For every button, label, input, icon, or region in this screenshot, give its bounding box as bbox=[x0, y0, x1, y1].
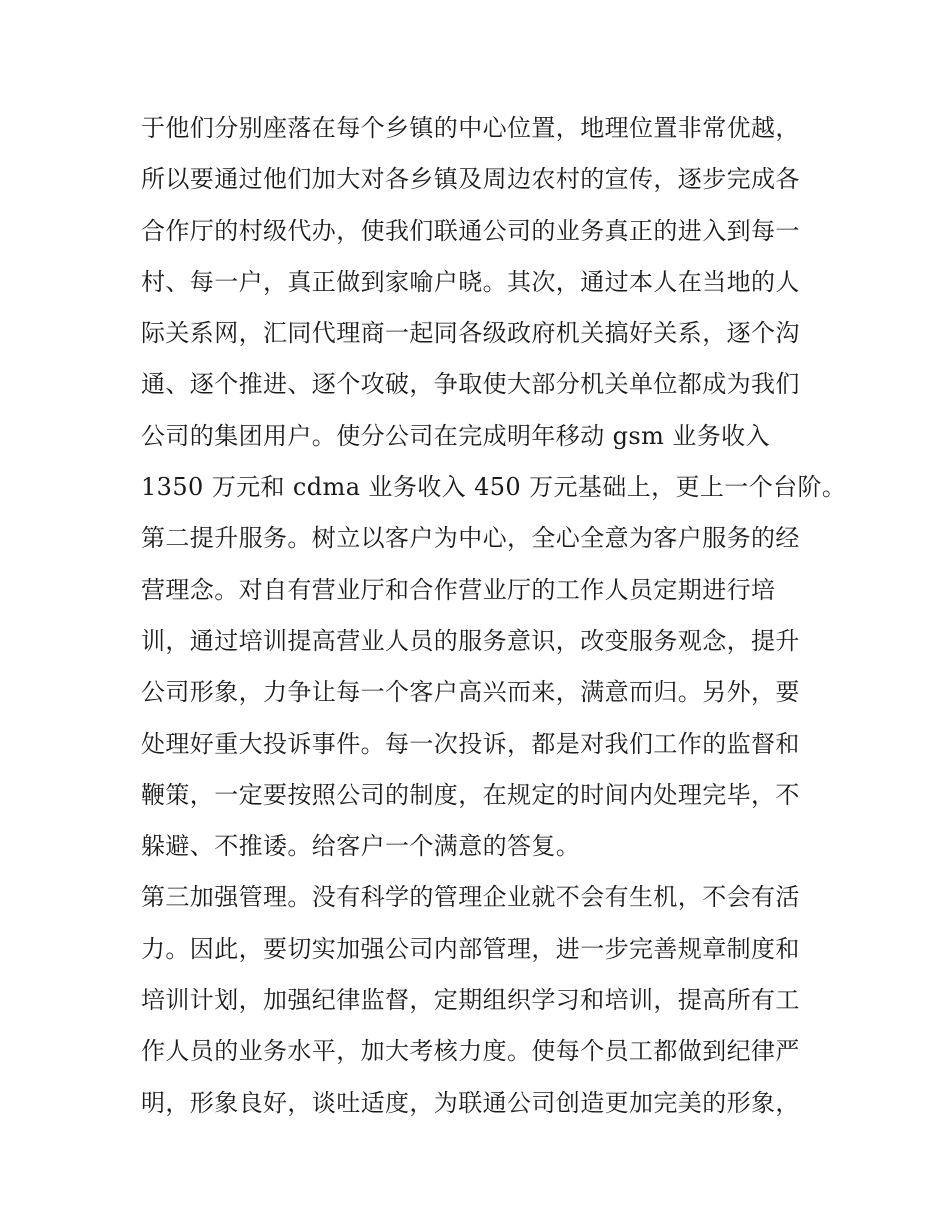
text-line: 村、每一户，真正做到家喻户晓。其次，通过本人在当地的人 bbox=[141, 267, 800, 296]
text-line: 鞭策，一定要按照公司的制度，在规定的时间内处理完毕，不 bbox=[141, 780, 800, 809]
text-line: 通、逐个推进、逐个攻破，争取使大部分机关单位都成为我们 bbox=[141, 370, 800, 399]
text-line: 于他们分别座落在每个乡镇的中心位置，地理位置非常优越， bbox=[141, 114, 800, 142]
text-line: 公司的集团用户。使分公司在完成明年移动 gsm 业务收入 bbox=[141, 421, 770, 450]
text-line: 营理念。对自有营业厅和合作营业厅的工作人员定期进行培 bbox=[141, 575, 776, 604]
text-line: 所以要通过他们加大对各乡镇及周边农村的宣传，逐步完成各 bbox=[141, 165, 800, 194]
text-line: 第二提升服务。树立以客户为中心，全心全意为客户服务的经 bbox=[141, 524, 800, 553]
text-line: 1350 万元和 cdma 业务收入 450 万元基础上，更上一个台阶。 bbox=[141, 473, 847, 502]
text-line: 公司形象，力争让每一个客户高兴而来，满意而归。另外，要 bbox=[141, 678, 800, 707]
text-line: 作人员的业务水平，加大考核力度。使每个员工都做到纪律严 bbox=[141, 1037, 800, 1066]
text-line: 际关系网，汇同代理商一起同各级政府机关搞好关系，逐个沟 bbox=[141, 319, 800, 348]
text-line: 训，通过培训提高营业人员的服务意识，改变服务观念，提升 bbox=[141, 626, 800, 655]
text-line: 力。因此，要切实加强公司内部管理，进一步完善规章制度和 bbox=[141, 934, 800, 963]
text-line: 合作厅的村级代办，使我们联通公司的业务真正的进入到每一 bbox=[141, 216, 800, 245]
body-text bbox=[141, 103, 847, 1129]
text-line: 第三加强管理。没有科学的管理企业就不会有生机，不会有活 bbox=[141, 883, 800, 912]
text-line: 培训计划，加强纪律监督，定期组织学习和培训，提高所有工 bbox=[141, 986, 800, 1015]
text-line: 躲避、不推诿。给客户一个满意的答复。 bbox=[141, 832, 581, 861]
text-line: 处理好重大投诉事件。每一次投诉，都是对我们工作的监督和 bbox=[141, 729, 800, 758]
text-line: 明，形象良好，谈吐适度，为联通公司创造更加完美的形象， bbox=[141, 1088, 800, 1117]
